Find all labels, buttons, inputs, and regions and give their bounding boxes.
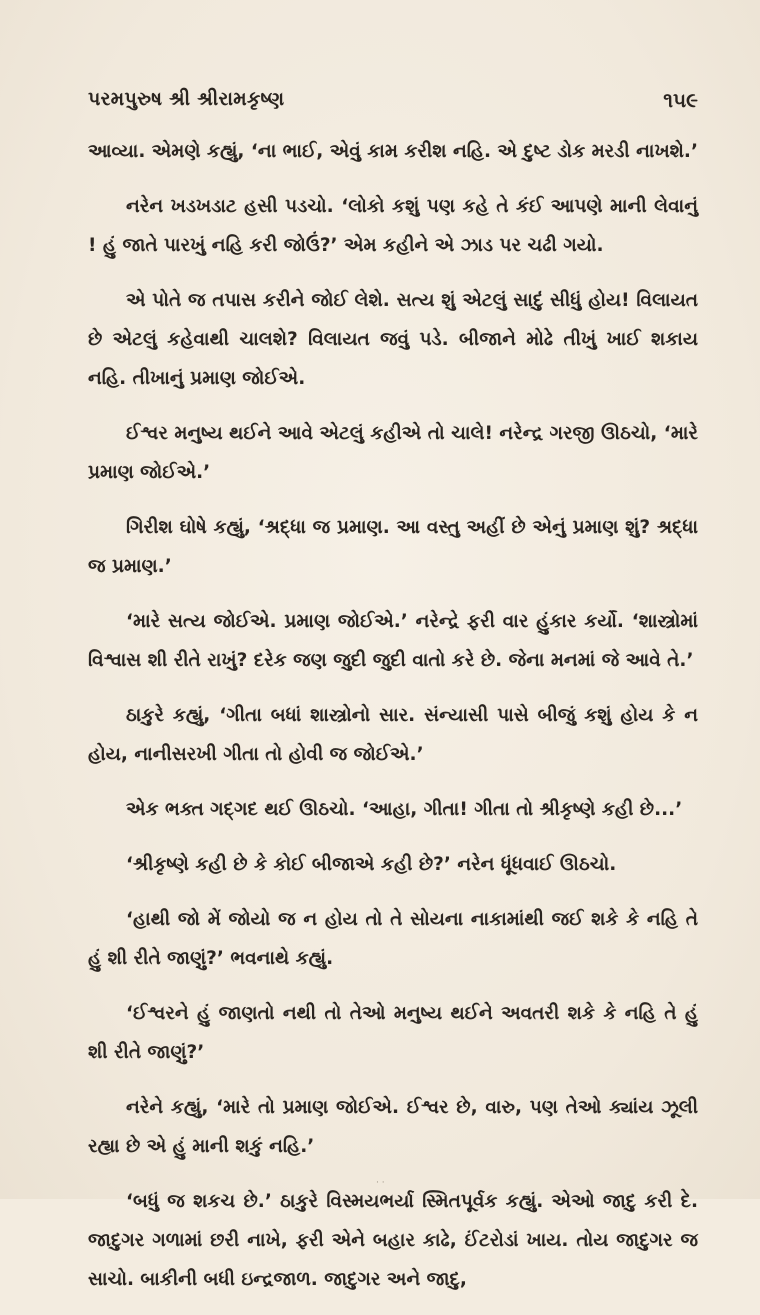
paragraph: ‘મારે સત્ય જોઈએ. પ્રમાણ જોઈએ.’ નરેન્દ્રે ફરી વાર હુંકાર કર્યો. ‘શાસ્ત્રોમાં વિશ્વાસ શી રીતે રાખું? દરેક જણ જુદી જુદી વાતો કરે છે. જેના મનમાં જે આવે તે.’ [88, 611, 698, 671]
paragraph: નરેને કહ્યું, ‘મારે તો પ્રમાણ જોઈએ. ઈશ્વર છે, વારુ, પણ તેઓ ક્યાંય ઝૂલી રહ્યા છે એ હું માની શકું નહિ.’ [88, 1097, 698, 1157]
paragraph: ‘હાથી જો મેં જોયો જ ન હોય તો તે સોયના નાકામાંથી જઈ શકે કે નહિ તે હું શી રીતે જાણું?’ ભવનાથે કહ્યું. [88, 909, 698, 969]
print-mark: · · [376, 1178, 385, 1188]
body-text [88, 132, 698, 1315]
paragraph: એક ભક્ત ગદ્‌ગદ થઈ ઊઠચો. ‘આહા, ગીતા! ગીતા તો શ્રીકૃષ્ણે કહી છે...’ [126, 799, 683, 820]
paragraph: એ પોતે જ તપાસ કરીને જોઈ લેશે. સત્ય શું એટલું સાદું સીધું હોય! વિલાયત છે એટલું કહેવાથી ચાલશે? વિલાયત જવું પડે. બીજાને મોઢે તીખું ખાઈ શકાય નહિ. તીખાનું પ્રમાણ જોઈએ. [88, 290, 698, 389]
paragraph: નરેન ખડખડાટ હસી પડચો. ‘લોકો કશું પણ કહે તે કંઈ આપણે માની લેવાનું ! હું જાતે પારખું નહિ કરી જોઉં?’ એમ કહીને એ ઝાડ પર ચઢી ગયો. [88, 196, 698, 256]
page-header [88, 88, 698, 124]
paragraph: ‘શ્રીકૃષ્ણે કહી છે કે કોઈ બીજાએ કહી છે?’ નરેન ધૂંધવાઈ ઊઠચો. [126, 854, 617, 875]
paragraph: ગિરીશ ઘોષે કહ્યું, ‘શ્રદ્ધા જ પ્રમાણ. આ વસ્તુ અહીં છે એનું પ્રમાણ શું? શ્રદ્ધા જ પ્રમાણ.’ [88, 517, 698, 577]
paragraph: ‘બધું જ શકચ છે.’ ઠાકુરે વિસ્મયભર્યા સ્મિતપૂર્વક કહ્યું. એઓ જાદુ કરી દે. જાદુગર ગળામાં છરી નાખે, ફરી એને બહાર કાઢે, ઈંટરોડાં ખાય. તોય જાદુગર જ સાચો. બાકીની બધી ઇન્દ્રજાળ. જાદુગર અને જાદુ, [88, 1191, 698, 1290]
paragraph: ‘ઈશ્વરને હું જાણતો નથી તો તેઓ મનુષ્ય થઈને અવતરી શકે કે નહિ તે હું શી રીતે જાણું?’ [88, 1003, 698, 1063]
running-title: પરમપુરુષ શ્રી શ્રીરામકૃષ્ણ [88, 88, 285, 110]
paragraph: ઠાકુરે કહ્યું, ‘ગીતા બધાં શાસ્ત્રોનો સાર. સંન્યાસી પાસે બીજું કશું હોય કે ન હોય, નાનીસરખી ગીતા તો હોવી જ જોઈએ.’ [88, 705, 698, 765]
paragraph: ઈશ્વર મનુષ્ય થઈને આવે એટલું કહીએ તો ચાલે! નરેન્દ્ર ગરજી ઊઠચો, ‘મારે પ્રમાણ જોઈએ.’ [88, 423, 698, 483]
page-number: ૧૫૯ [663, 88, 698, 112]
paragraph: આવ્યા. એમણે કહ્યું, ‘ના ભાઈ, એવું કામ કરીશ નહિ. એ દુષ્ટ ડોક મરડી નાખશે.’ [88, 141, 698, 162]
